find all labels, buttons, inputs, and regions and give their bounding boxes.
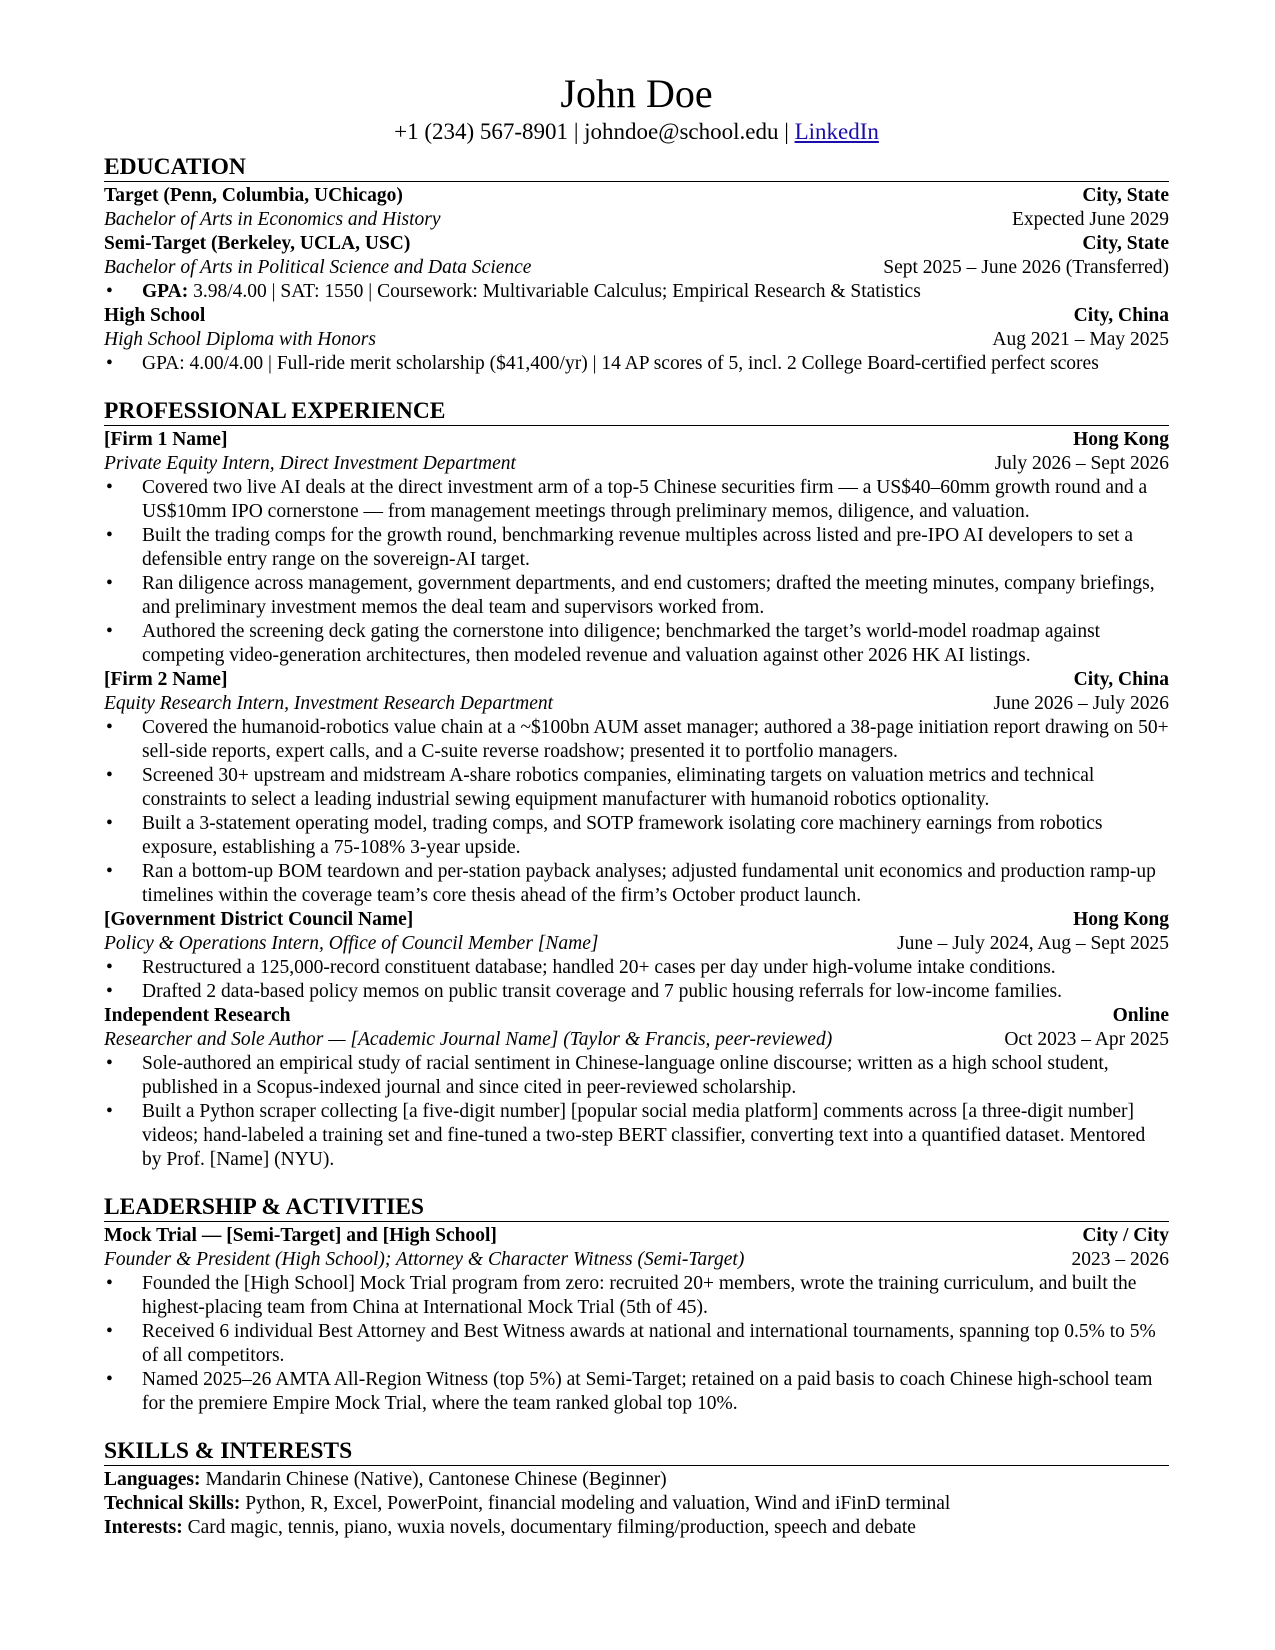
degree: High School Diploma with Honors: [104, 329, 376, 350]
bullet-text: 3.98/4.00 | SAT: 1550 | Coursework: Multivariable Calculus; Empirical Research & Statistics: [188, 281, 921, 302]
experience-section-title: PROFESSIONAL EXPERIENCE: [104, 398, 1169, 426]
activity-bullet: • Received 6 individual Best Attorney and Best Witness awards at national and international tournaments, spanning top 0.5% to 5% of all competitors.: [106, 1321, 1156, 1366]
activity-bullet: • Founded the [High School] Mock Trial program from zero: recruited 20+ members, wrote the training curriculum, and built the highest-placing team from China at International Mock Trial (5th of 45).: [106, 1273, 1137, 1318]
skill-label: Technical Skills:: [104, 1493, 241, 1514]
job-bullet: • Ran diligence across management, government departments, and end customers; drafted the meeting minutes, company briefings, and preliminary investment memos the deal team and supervisors worked from.: [106, 573, 1155, 618]
resume-page: [104, 72, 1169, 1540]
school-location: City, China: [1073, 305, 1169, 326]
employer-name: Independent Research: [104, 1005, 291, 1026]
skill-text: Mandarin Chinese (Native), Cantonese Chinese (Beginner): [200, 1469, 667, 1490]
job-bullet: • Built the trading comps for the growth round, benchmarking revenue multiples across listed and pre-IPO AI developers to set a defensible entry range on the sovereign-AI target.: [106, 525, 1134, 570]
education-entry: [104, 232, 1169, 304]
job-dates: Oct 2023 – Apr 2025: [1004, 1029, 1169, 1050]
education-entry: [104, 304, 1169, 376]
skill-line: [104, 1516, 1169, 1540]
job-location: Online: [1112, 1005, 1169, 1026]
education-entry: [104, 184, 1169, 232]
bullet-text: Screened 30+ upstream and midstream A-share robotics companies, eliminating targets on valuation metrics and technical constraints to select a leading industrial sewing equipment manufacturer with humanoid robotics optionality.: [142, 765, 1095, 810]
bullet-text: Drafted 2 data-based policy memos on public transit coverage and 7 public housing referrals for low-income families.: [142, 981, 1062, 1002]
education-list: [104, 184, 1169, 376]
education-bullet: • GPA: 3.98/4.00 | SAT: 1550 | Coursework: Multivariable Calculus; Empirical Research & Statistics: [106, 281, 921, 302]
leadership-list: [104, 1224, 1169, 1416]
contact-line: [104, 118, 1169, 146]
contact-separator: |: [568, 119, 585, 144]
bullet-text: Received 6 individual Best Attorney and Best Witness awards at national and international tournaments, spanning top 0.5% to 5% of all competitors.: [142, 1321, 1156, 1366]
skills-section-title: SKILLS & INTERESTS: [104, 1438, 1169, 1466]
bullet-text: Built the trading comps for the growth round, benchmarking revenue multiples across listed and pre-IPO AI developers to set a defensible entry range on the sovereign-AI target.: [142, 525, 1134, 570]
bullet-text: Named 2025–26 AMTA All-Region Witness (top 5%) at Semi-Target; retained on a paid basis to coach Chinese high-school team for the premiere Empire Mock Trial, where the team ranked global top 10%.: [142, 1369, 1153, 1414]
education-bullet: • GPA: 4.00/4.00 | Full-ride merit scholarship ($41,400/yr) | 14 AP scores of 5, incl. 2 College Board-certified perfect scores: [106, 353, 1099, 374]
school-location: City, State: [1082, 185, 1169, 206]
job-dates: June 2026 – July 2026: [993, 693, 1169, 714]
degree: Bachelor of Arts in Political Science and Data Science: [104, 257, 532, 278]
bullet-text: GPA: 4.00/4.00 | Full-ride merit scholarship ($41,400/yr) | 14 AP scores of 5, incl. 2 College Board-certified perfect scores: [142, 353, 1099, 374]
degree: Bachelor of Arts in Economics and History: [104, 209, 441, 230]
job-bullet: • Covered the humanoid-robotics value chain at a ~$100bn AUM asset manager; authored a 38-page initiation report drawing on 50+ sell-side reports, expert calls, and a C-suite reverse roadshow; presented it to portfolio managers.: [106, 717, 1169, 762]
bullet-text: Ran diligence across management, government departments, and end customers; drafted the meeting minutes, company briefings, and preliminary investment memos the deal team and supervisors worked from.: [142, 573, 1155, 618]
skill-line: [104, 1468, 1169, 1492]
activity-dates: 2023 – 2026: [1071, 1249, 1169, 1270]
job-bullet: • Restructured a 125,000-record constituent database; handled 20+ cases per day under high-volume intake conditions.: [106, 957, 1056, 978]
job-bullet: • Built a Python scraper collecting [a five-digit number] [popular social media platform] comments across [a three-digit number] videos; hand-labeled a training set and fine-tuned a two-step BERT classifier, converting text into a quantified dataset. Mentored by Prof. [Name] (NYU).: [106, 1101, 1146, 1170]
job-bullet: • Built a 3-statement operating model, trading comps, and SOTP framework isolating core machinery earnings from robotics exposure, establishing a 75-108% 3-year upside.: [106, 813, 1103, 858]
bullet-text: Ran a bottom-up BOM teardown and per-station payback analyses; adjusted fundamental unit economics and production ramp-up timelines within the coverage team’s core thesis ahead of the firm’s October product launch.: [142, 861, 1156, 906]
job-entry: [104, 908, 1169, 1004]
school-name: Target (Penn, Columbia, UChicago): [104, 185, 403, 206]
employer-name: [Firm 1 Name]: [104, 429, 228, 450]
job-entry: [104, 428, 1169, 668]
bullet-text: Sole-authored an empirical study of racial sentiment in Chinese-language online discourse; written as a high school student, published in a Scopus-indexed journal and since cited in peer-reviewed scholarship.: [142, 1053, 1109, 1098]
school-name: High School: [104, 305, 206, 326]
activity-entry: [104, 1224, 1169, 1416]
employer-name: [Government District Council Name]: [104, 909, 414, 930]
contact-separator: |: [778, 119, 795, 144]
school-location: City, State: [1082, 233, 1169, 254]
school-dates: Sept 2025 – June 2026 (Transferred): [883, 257, 1169, 278]
bullet-text: Founded the [High School] Mock Trial program from zero: recruited 20+ members, wrote the training curriculum, and built the highest-placing team from China at International Mock Trial (5th of 45).: [142, 1273, 1137, 1318]
school-dates: Aug 2021 – May 2025: [992, 329, 1169, 350]
job-bullet: • Drafted 2 data-based policy memos on public transit coverage and 7 public housing referrals for low-income families.: [106, 981, 1062, 1002]
bullet-text: Covered the humanoid-robotics value chain at a ~$100bn AUM asset manager; authored a 38-page initiation report drawing on 50+ sell-side reports, expert calls, and a C-suite reverse roadshow; presented it to portfolio managers.: [142, 717, 1169, 762]
job-location: Hong Kong: [1073, 909, 1169, 930]
activity-role: Founder & President (High School); Attorney & Character Witness (Semi-Target): [104, 1249, 745, 1270]
job-location: City, China: [1073, 669, 1169, 690]
bullet-text: Built a Python scraper collecting [a five-digit number] [popular social media platform] comments across [a three-digit number] videos; hand-labeled a training set and fine-tuned a two-step BERT classifier, converting text into a quantified dataset. Mentored by Prof. [Name] (NYU).: [142, 1101, 1146, 1170]
school-name: Semi-Target (Berkeley, UCLA, USC): [104, 233, 411, 254]
skill-text: Python, R, Excel, PowerPoint, financial modeling and valuation, Wind and iFinD terminal: [240, 1493, 951, 1514]
job-entry: [104, 1004, 1169, 1172]
job-bullet: • Sole-authored an empirical study of racial sentiment in Chinese-language online discourse; written as a high school student, published in a Scopus-indexed journal and since cited in peer-reviewed scholarship.: [106, 1053, 1109, 1098]
linkedin-link[interactable]: LinkedIn: [794, 119, 879, 144]
activity-bullet: • Named 2025–26 AMTA All-Region Witness (top 5%) at Semi-Target; retained on a paid basis to coach Chinese high-school team for the premiere Empire Mock Trial, where the team ranked global top 10%.: [106, 1369, 1153, 1414]
activity-name: Mock Trial — [Semi-Target] and [High School]: [104, 1225, 497, 1246]
skill-text: Card magic, tennis, piano, wuxia novels, documentary filming/production, speech and debate: [182, 1517, 916, 1538]
job-bullet: • Screened 30+ upstream and midstream A-share robotics companies, eliminating targets on valuation metrics and technical constraints to select a leading industrial sewing equipment manufacturer with humanoid robotics optionality.: [106, 765, 1095, 810]
job-role: Private Equity Intern, Direct Investment Department: [104, 453, 516, 474]
phone-number: +1 (234) 567-8901: [394, 119, 569, 144]
bullet-label: GPA:: [142, 281, 189, 302]
job-entry: [104, 668, 1169, 908]
employer-name: [Firm 2 Name]: [104, 669, 228, 690]
bullet-text: Covered two live AI deals at the direct investment arm of a top-5 Chinese securities firm — a US$40–60mm growth round and a US$10mm IPO cornerstone — from management meetings through preliminary memos, diligence, and valuation.: [142, 477, 1148, 522]
education-section-title: EDUCATION: [104, 154, 1169, 182]
bullet-text: Authored the screening deck gating the cornerstone into diligence; benchmarked the target’s world-model roadmap against competing video-generation architectures, then modeled revenue and valuation against other 2026 HK AI listings.: [142, 621, 1101, 666]
bullet-text: Restructured a 125,000-record constituent database; handled 20+ cases per day under high-volume intake conditions.: [142, 957, 1056, 978]
leadership-section-title: LEADERSHIP & ACTIVITIES: [104, 1194, 1169, 1222]
skill-line: [104, 1492, 1169, 1516]
candidate-name: John Doe: [560, 71, 713, 116]
job-role: Policy & Operations Intern, Office of Council Member [Name]: [104, 933, 599, 954]
experience-list: [104, 428, 1169, 1172]
skill-label: Interests:: [104, 1517, 183, 1538]
activity-location: City / City: [1082, 1225, 1169, 1246]
job-bullet: • Ran a bottom-up BOM teardown and per-station payback analyses; adjusted fundamental unit economics and production ramp-up timelines within the coverage team’s core thesis ahead of the firm’s October product launch.: [106, 861, 1156, 906]
job-role: Researcher and Sole Author — [Academic Journal Name] (Taylor & Francis, peer-reviewed): [104, 1029, 833, 1050]
skills-list: [104, 1468, 1169, 1540]
job-dates: July 2026 – Sept 2026: [994, 453, 1169, 474]
job-dates: June – July 2024, Aug – Sept 2025: [897, 933, 1169, 954]
bullet-text: Built a 3-statement operating model, trading comps, and SOTP framework isolating core machinery earnings from robotics exposure, establishing a 75-108% 3-year upside.: [142, 813, 1103, 858]
email-address: johndoe@school.edu: [584, 119, 779, 144]
job-location: Hong Kong: [1073, 429, 1169, 450]
job-bullet: • Authored the screening deck gating the cornerstone into diligence; benchmarked the target’s world-model roadmap against competing video-generation architectures, then modeled revenue and valuation against other 2026 HK AI listings.: [106, 621, 1101, 666]
job-bullet: • Covered two live AI deals at the direct investment arm of a top-5 Chinese securities firm — a US$40–60mm growth round and a US$10mm IPO cornerstone — from management meetings through preliminary memos, diligence, and valuation.: [106, 477, 1148, 522]
skill-label: Languages:: [104, 1469, 201, 1490]
job-role: Equity Research Intern, Investment Research Department: [104, 693, 554, 714]
school-dates: Expected June 2029: [1011, 209, 1169, 230]
